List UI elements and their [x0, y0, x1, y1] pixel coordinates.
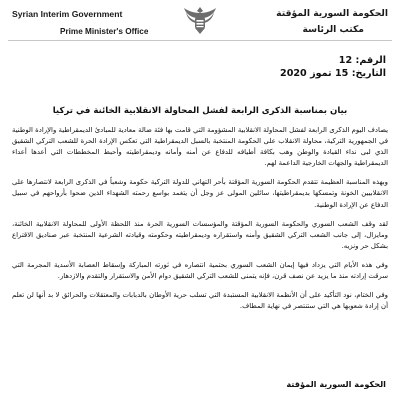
header-divider: [8, 40, 392, 41]
statement-title: بيان بمناسبة الذكرى الرابعة لفشل المحاولة الانقلابية الخائنة في تركيا: [52, 106, 348, 116]
letterhead-english: [12, 9, 177, 37]
letterhead-arabic: [268, 8, 388, 36]
paragraph: وفي الختام، نود التأكيد على أن الأنظمة الانقلابية المستبدة التي تسلب حرية الأوطان بالدبابات والمعتقلات والحرائق لا بد أنها لن تعلم أن إرادة شعوبها هي التي ستنتصر في نهاية المطاف.: [12, 291, 388, 311]
paragraph: لقد وقف الشعب السوري والحكومة السورية المؤقتة والمؤسسات السورية الحرة منذ اللحظة الأولى للمحاولة الانقلابية الخائنة، ومايزال، إلى جانب الشعب التركي الشقيق وأمنه واستقراره وديمقراطيته وحكومته وقيادته الشرعية المنتخبة عبر صناديق الاقتراع بشكل حر ونزيه.: [12, 219, 388, 250]
paragraph: وبهذه المناسبة العظيمة تتقدم الحكومة السورية المؤقتة بأحر التهاني للدولة التركية حكومة وشعباً في الذكرى الرابعة لانتصارها على الانقلابيين الخونة وتمسكها بديمقراطيتها، سائلين المولى عز وجل أن يتغمد بواسع رحمته الشهداء الذين ضحوا بأرواحهم في سبيل الدفاع عن الإرادة الوطنية.: [12, 178, 388, 209]
office-name-arabic: مكتب الرئاسة: [302, 24, 364, 35]
paragraph: يصادف اليوم الذكرى الرابعة لفشل المحاولة الانقلابية المشؤومة التي قامت بها فئة ضالة معادية للمبادئ الديمقراطية والإرادة الوطنية في الجمهورية التركية، محاولة الانقلاب على الحكومة المنتخبة بالسبل الديمقراطية التي تعكس الإرادة الحرة للشعب التركي الشقيق الذي لبى نداء القيادة والوطن وهب بكافة أطيافه للدفاع عن أمنه وأمانه وديمقراطيته وأحبط المخططات التي أعدها أعداء الديمقراطية والجهات الخارجية الداعمة لهم.: [12, 126, 388, 168]
office-name-english: Prime Minister's Office: [60, 27, 149, 36]
org-name-arabic: الحكومة السورية المؤقتة: [276, 8, 388, 19]
org-name-english: Syrian Interim Government: [12, 9, 123, 19]
reference-number: الرقم: 12: [338, 55, 386, 66]
statement-body: [12, 125, 388, 320]
reference-date: التاريخ: 15 تموز 2020: [280, 68, 386, 79]
paragraph: وفي هذه الأيام التي يزداد فيها إيمان الشعب السوري بحتمية انتصاره في ثورته المباركة وإسقاط العصابة الأسدية المجرمة التي سرقت إرادته منذ ما يزيد عن نصف قرن، فإنه يتمنى للشعب التركي الشقيق دوام الأمن والاستقرار والتقدم والازدهار.: [12, 260, 388, 281]
eagle-emblem-icon: [182, 3, 218, 37]
reference-block: [280, 54, 386, 80]
signature: الحكومة السورية المؤقتة: [286, 379, 386, 389]
